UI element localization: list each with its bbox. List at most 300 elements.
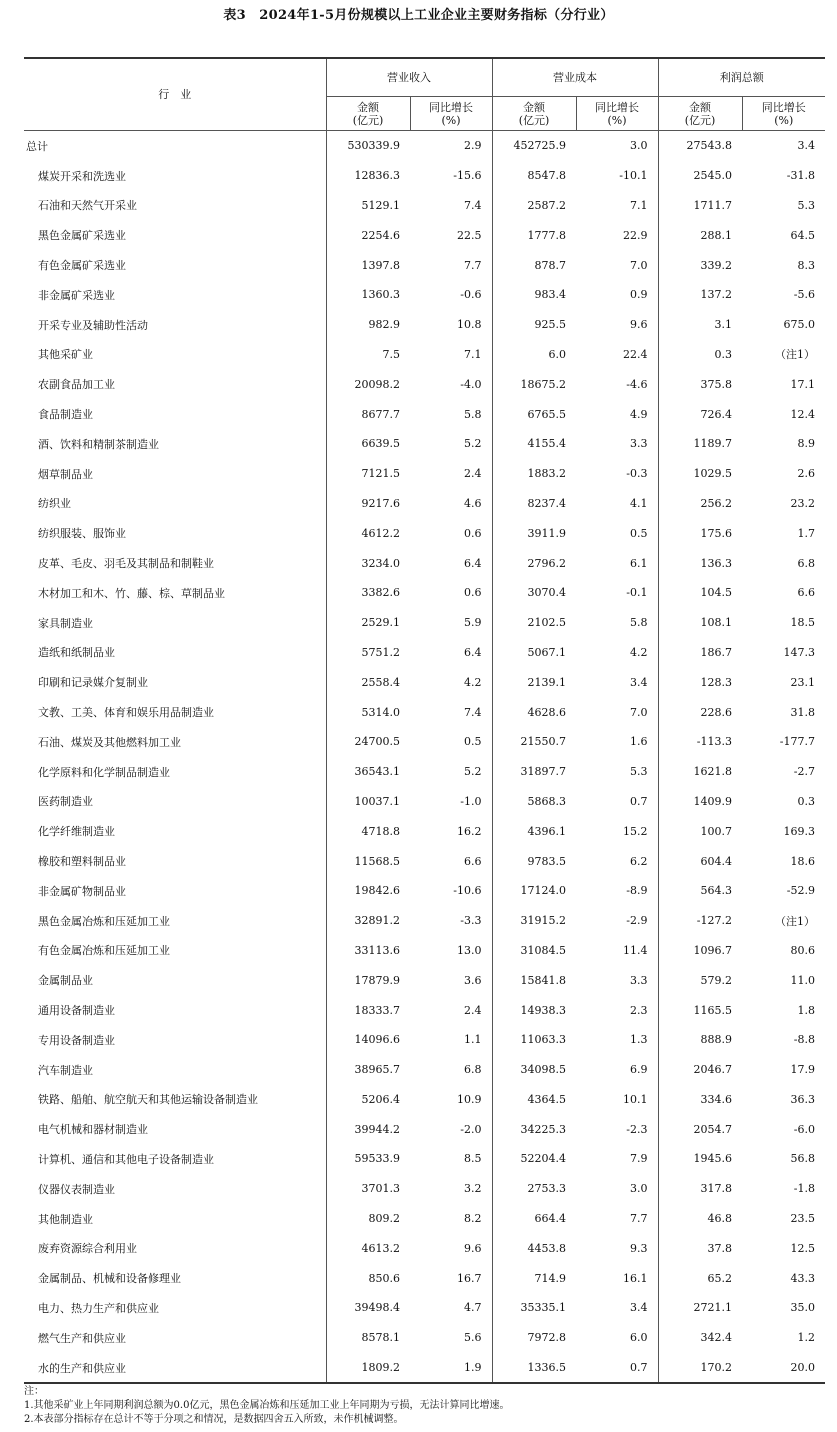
value-cell: 20.0 (790, 1361, 815, 1375)
value-cell: 169.3 (783, 824, 815, 838)
industry-name-cell: 总计 (26, 139, 48, 153)
value-cell: 1397.8 (326, 250, 410, 280)
value-cell: 317.8 (658, 1174, 742, 1204)
value-cell: 888.9 (658, 1025, 742, 1055)
value-cell: 20098.2 (326, 369, 410, 399)
industry-name-cell: 电气机械和器材制造业 (38, 1123, 148, 1137)
notes-label: 注： (24, 1386, 44, 1397)
value-cell: 147.3 (783, 645, 815, 659)
value-cell: 34098.5 (492, 1055, 576, 1085)
table-row (24, 220, 825, 250)
value-cell: 7.4 (464, 705, 482, 719)
value-cell: 5.3 (630, 765, 648, 779)
industry-name-cell: 有色金属冶炼和压延加工业 (38, 944, 170, 958)
value-cell: 5868.3 (492, 787, 576, 817)
industry-name-cell: 印刷和记录媒介复制业 (38, 676, 148, 690)
value-cell: 604.4 (658, 846, 742, 876)
value-cell: -52.9 (786, 884, 815, 898)
value-cell: 982.9 (326, 310, 410, 340)
industry-name-cell: 石油和天然气开采业 (38, 199, 137, 213)
table-row (24, 876, 825, 906)
value-cell: 1777.8 (492, 220, 576, 250)
table-row (24, 131, 825, 161)
value-cell: 14096.6 (326, 1025, 410, 1055)
industry-name-cell: 其他采矿业 (38, 348, 93, 362)
table-row (24, 1085, 825, 1115)
value-cell: 43.3 (790, 1271, 815, 1285)
value-cell: 2046.7 (658, 1055, 742, 1085)
value-cell: 452725.9 (492, 131, 576, 161)
value-cell: 36.3 (790, 1092, 815, 1106)
value-cell: 4.9 (630, 407, 648, 421)
table-row (24, 727, 825, 757)
value-cell: 6639.5 (326, 429, 410, 459)
value-cell: 6.4 (464, 645, 482, 659)
value-cell: 24700.5 (326, 727, 410, 757)
table-row (24, 757, 825, 787)
table-row (24, 1233, 825, 1263)
value-cell: 7.5 (326, 340, 410, 370)
industry-name-cell: 黑色金属冶炼和压延加工业 (38, 914, 170, 928)
table-row (24, 310, 825, 340)
table-row (24, 608, 825, 638)
value-cell: 925.5 (492, 310, 576, 340)
profit-growth-header: 同比增长 (%) (742, 97, 825, 131)
table-row (24, 697, 825, 727)
value-cell: 39498.4 (326, 1293, 410, 1323)
value-cell: 65.2 (658, 1263, 742, 1293)
value-cell: 5206.4 (326, 1085, 410, 1115)
industry-name-cell: 文教、工美、体育和娱乐用品制造业 (38, 706, 214, 720)
value-cell: 6.2 (630, 854, 648, 868)
value-cell: 10.8 (457, 318, 482, 332)
table-row (24, 548, 825, 578)
value-cell: 27543.8 (658, 131, 742, 161)
industry-name-cell: 开采专业及辅助性活动 (38, 318, 148, 332)
value-cell: 3.4 (797, 139, 815, 153)
table-row (24, 1174, 825, 1204)
value-cell: 33113.6 (326, 936, 410, 966)
table-row (24, 667, 825, 697)
revenue-growth-header: 同比增长 (%) (410, 97, 492, 131)
value-cell: 1336.5 (492, 1353, 576, 1384)
value-cell: 3.0 (630, 139, 648, 153)
value-cell: 7.1 (464, 347, 482, 361)
value-cell: 2.9 (464, 139, 482, 153)
value-cell: 16.2 (457, 824, 482, 838)
value-cell: 23.2 (790, 496, 815, 510)
value-cell: 664.4 (492, 1204, 576, 1234)
value-cell: 4613.2 (326, 1233, 410, 1263)
cost-growth-header: 同比增长 (%) (576, 97, 658, 131)
value-cell: 3.3 (630, 973, 648, 987)
value-cell: 3.2 (464, 1182, 482, 1196)
value-cell: 5.8 (464, 407, 482, 421)
value-cell: 256.2 (658, 489, 742, 519)
value-cell: 2545.0 (658, 161, 742, 191)
value-cell: -10.1 (619, 169, 648, 183)
industry-name-cell: 食品制造业 (38, 408, 93, 422)
value-cell: 3234.0 (326, 548, 410, 578)
cost-header: 营业成本 (492, 58, 658, 97)
value-cell: 579.2 (658, 965, 742, 995)
value-cell: 8.9 (797, 437, 815, 451)
value-cell: -2.9 (626, 914, 648, 928)
value-cell: 5129.1 (326, 191, 410, 221)
value-cell: 6.6 (797, 586, 815, 600)
value-cell: 334.6 (658, 1085, 742, 1115)
value-cell: 0.3 (658, 340, 742, 370)
value-cell: 14938.3 (492, 995, 576, 1025)
value-cell: 0.7 (630, 1361, 648, 1375)
value-cell: 15.2 (623, 824, 648, 838)
value-cell: 19842.6 (326, 876, 410, 906)
table-row (24, 787, 825, 817)
value-cell: 3.0 (630, 1182, 648, 1196)
table-row (24, 638, 825, 668)
industry-name-cell: 烟草制品业 (38, 467, 93, 481)
profit-amount-header: 金额 (亿元) (658, 97, 742, 131)
table-row (24, 459, 825, 489)
value-cell: 0.7 (630, 794, 648, 808)
value-cell: 10.1 (623, 1092, 648, 1106)
value-cell: 12.4 (790, 407, 815, 421)
value-cell: 1.1 (464, 1033, 482, 1047)
value-cell: 100.7 (658, 816, 742, 846)
table-row (24, 280, 825, 310)
value-cell: 8677.7 (326, 399, 410, 429)
value-cell: 4628.6 (492, 697, 576, 727)
value-cell: 16.1 (623, 1271, 648, 1285)
table-row (24, 995, 825, 1025)
value-cell: -0.6 (460, 288, 482, 302)
value-cell: 9.6 (464, 1241, 482, 1255)
table-row (24, 1204, 825, 1234)
value-cell: 12836.3 (326, 161, 410, 191)
value-cell: -1.0 (460, 794, 482, 808)
value-cell: 1189.7 (658, 429, 742, 459)
value-cell: 21550.7 (492, 727, 576, 757)
value-cell: -2.0 (460, 1122, 482, 1136)
value-cell: 18333.7 (326, 995, 410, 1025)
table-row (24, 429, 825, 459)
value-cell: 3382.6 (326, 578, 410, 608)
revenue-amount-header: 金额 (亿元) (326, 97, 410, 131)
value-cell: 35335.1 (492, 1293, 576, 1323)
industry-name-cell: 煤炭开采和洗选业 (38, 169, 126, 183)
table-row (24, 369, 825, 399)
value-cell: 6.0 (630, 1331, 648, 1345)
value-cell: 7.0 (630, 705, 648, 719)
value-cell: -177.7 (779, 735, 815, 749)
value-cell: 108.1 (658, 608, 742, 638)
industry-name-cell: 家具制造业 (38, 616, 93, 630)
value-cell: 4718.8 (326, 816, 410, 846)
industry-name-cell: 非金属矿采选业 (38, 288, 115, 302)
value-cell: 10037.1 (326, 787, 410, 817)
value-cell: 1883.2 (492, 459, 576, 489)
value-cell: 3.6 (464, 973, 482, 987)
value-cell: 3.3 (630, 437, 648, 451)
footnotes (24, 1385, 509, 1427)
value-cell: 6.6 (464, 854, 482, 868)
value-cell: 8.5 (464, 1152, 482, 1166)
value-cell: 7.1 (630, 198, 648, 212)
table-row (24, 578, 825, 608)
industry-name-cell: 金属制品、机械和设备修理业 (38, 1272, 181, 1286)
value-cell: 7.9 (630, 1152, 648, 1166)
industry-name-cell: 其他制造业 (38, 1212, 93, 1226)
value-cell: 35.0 (790, 1301, 815, 1315)
value-cell: 186.7 (658, 638, 742, 668)
value-cell: （注1） (775, 914, 815, 928)
value-cell: 1.3 (630, 1033, 648, 1047)
value-cell: 375.8 (658, 369, 742, 399)
value-cell: 36543.1 (326, 757, 410, 787)
value-cell: 9.3 (630, 1241, 648, 1255)
table-row (24, 1263, 825, 1293)
value-cell: 128.3 (658, 667, 742, 697)
value-cell: 228.6 (658, 697, 742, 727)
value-cell: 4396.1 (492, 816, 576, 846)
value-cell: -0.1 (626, 586, 648, 600)
industry-name-cell: 计算机、通信和其他电子设备制造业 (38, 1152, 214, 1166)
value-cell: -113.3 (658, 727, 742, 757)
value-cell: -10.6 (453, 884, 482, 898)
value-cell: 2.6 (797, 467, 815, 481)
industry-name-cell: 专用设备制造业 (38, 1033, 115, 1047)
value-cell: 3701.3 (326, 1174, 410, 1204)
value-cell: -31.8 (786, 169, 815, 183)
value-cell: -4.6 (626, 377, 648, 391)
industry-name-cell: 木材加工和木、竹、藤、棕、草制品业 (38, 586, 225, 600)
value-cell: 7121.5 (326, 459, 410, 489)
value-cell: 64.5 (790, 228, 815, 242)
value-cell: 11063.3 (492, 1025, 576, 1055)
value-cell: 31915.2 (492, 906, 576, 936)
industry-name-cell: 化学纤维制造业 (38, 825, 115, 839)
value-cell: 5067.1 (492, 638, 576, 668)
industry-name-cell: 纺织业 (38, 497, 71, 511)
table-row (24, 161, 825, 191)
industry-name-cell: 医药制造业 (38, 795, 93, 809)
value-cell: 4612.2 (326, 518, 410, 548)
value-cell: 2721.1 (658, 1293, 742, 1323)
value-cell: 52204.4 (492, 1144, 576, 1174)
value-cell: 17879.9 (326, 965, 410, 995)
value-cell: 339.2 (658, 250, 742, 280)
industry-name-cell: 黑色金属矿采选业 (38, 229, 126, 243)
table-row (24, 1114, 825, 1144)
value-cell: 136.3 (658, 548, 742, 578)
table-row (24, 846, 825, 876)
industry-name-cell: 皮革、毛皮、羽毛及其制品和制鞋业 (38, 557, 214, 571)
value-cell: -6.0 (793, 1122, 815, 1136)
value-cell: 0.9 (630, 288, 648, 302)
cost-amount-header: 金额 (亿元) (492, 97, 576, 131)
value-cell: 4155.4 (492, 429, 576, 459)
table-row (24, 1144, 825, 1174)
table-row (24, 816, 825, 846)
value-cell: 11.4 (623, 943, 648, 957)
value-cell: 0.3 (797, 794, 815, 808)
value-cell: 16.7 (457, 1271, 482, 1285)
value-cell: 2254.6 (326, 220, 410, 250)
industry-name-cell: 化学原料和化学制品制造业 (38, 765, 170, 779)
value-cell: 8.3 (797, 258, 815, 272)
value-cell: 1360.3 (326, 280, 410, 310)
value-cell: 15841.8 (492, 965, 576, 995)
value-cell: 1945.6 (658, 1144, 742, 1174)
value-cell: 9783.5 (492, 846, 576, 876)
value-cell: 80.6 (790, 943, 815, 957)
financial-indicators-table (24, 57, 825, 1384)
value-cell: 22.9 (623, 228, 648, 242)
value-cell: 18.5 (790, 616, 815, 630)
value-cell: -8.8 (793, 1033, 815, 1047)
industry-name-cell: 造纸和纸制品业 (38, 646, 115, 660)
value-cell: 3.1 (658, 310, 742, 340)
value-cell: 809.2 (326, 1204, 410, 1234)
value-cell: 1.9 (464, 1361, 482, 1375)
value-cell: 5314.0 (326, 697, 410, 727)
value-cell: 675.0 (783, 318, 815, 332)
industry-name-cell: 汽车制造业 (38, 1063, 93, 1077)
value-cell: 6.9 (630, 1063, 648, 1077)
value-cell: 288.1 (658, 220, 742, 250)
value-cell: 23.1 (790, 675, 815, 689)
value-cell: 4364.5 (492, 1085, 576, 1115)
table-row (24, 399, 825, 429)
value-cell: 6.8 (464, 1063, 482, 1077)
industry-name-cell: 水的生产和供应业 (38, 1361, 126, 1375)
value-cell: 8.2 (464, 1212, 482, 1226)
table-row (24, 906, 825, 936)
industry-name-cell: 通用设备制造业 (38, 1004, 115, 1017)
value-cell: 2558.4 (326, 667, 410, 697)
value-cell: 0.5 (464, 735, 482, 749)
value-cell: 726.4 (658, 399, 742, 429)
value-cell: 31084.5 (492, 936, 576, 966)
value-cell: 8237.4 (492, 489, 576, 519)
value-cell: 4.7 (464, 1301, 482, 1315)
revenue-header: 营业收入 (326, 58, 492, 97)
value-cell: 17.9 (790, 1063, 815, 1077)
table-header (24, 58, 825, 131)
value-cell: 6.0 (492, 340, 576, 370)
table-row (24, 518, 825, 548)
table-row (24, 1055, 825, 1085)
value-cell: 5.8 (630, 616, 648, 630)
industry-name-cell: 农副食品加工业 (38, 378, 115, 392)
value-cell: 104.5 (658, 578, 742, 608)
value-cell: 59533.9 (326, 1144, 410, 1174)
value-cell: 2.3 (630, 1003, 648, 1017)
table-row (24, 936, 825, 966)
value-cell: 2.4 (464, 467, 482, 481)
value-cell: 2529.1 (326, 608, 410, 638)
value-cell: 7.7 (464, 258, 482, 272)
value-cell: 137.2 (658, 280, 742, 310)
value-cell: 2587.2 (492, 191, 576, 221)
table-row (24, 1293, 825, 1323)
value-cell: 32891.2 (326, 906, 410, 936)
value-cell: 6.1 (630, 556, 648, 570)
value-cell: 2.4 (464, 1003, 482, 1017)
value-cell: 17124.0 (492, 876, 576, 906)
value-cell: 1711.7 (658, 191, 742, 221)
profit-header: 利润总额 (658, 58, 825, 97)
industry-name-cell: 石油、煤炭及其他燃料加工业 (38, 735, 181, 749)
value-cell: 3.4 (630, 675, 648, 689)
value-cell: -1.8 (793, 1182, 815, 1196)
value-cell: -2.7 (793, 765, 815, 779)
value-cell: 5.9 (464, 616, 482, 630)
value-cell: 175.6 (658, 518, 742, 548)
value-cell: 17.1 (790, 377, 815, 391)
value-cell: 170.2 (658, 1353, 742, 1384)
value-cell: 0.6 (464, 586, 482, 600)
industry-name-cell: 金属制品业 (38, 974, 93, 988)
value-cell: 5.3 (797, 198, 815, 212)
value-cell: 6.8 (797, 556, 815, 570)
value-cell: 1165.5 (658, 995, 742, 1025)
value-cell: 46.8 (658, 1204, 742, 1234)
value-cell: 5.2 (464, 765, 482, 779)
industry-name-cell: 仪器仪表制造业 (38, 1182, 115, 1196)
value-cell: 1621.8 (658, 757, 742, 787)
industry-name-cell: 橡胶和塑料制品业 (38, 855, 126, 869)
value-cell: 37.8 (658, 1233, 742, 1263)
value-cell: 0.5 (630, 526, 648, 540)
value-cell: 8578.1 (326, 1323, 410, 1353)
value-cell: 34225.3 (492, 1114, 576, 1144)
value-cell: 6765.5 (492, 399, 576, 429)
industry-name-cell: 纺织服装、服饰业 (38, 527, 126, 541)
value-cell: 23.5 (790, 1212, 815, 1226)
value-cell: 2102.5 (492, 608, 576, 638)
value-cell: 56.8 (790, 1152, 815, 1166)
value-cell: 31.8 (790, 705, 815, 719)
value-cell: （注1） (775, 348, 815, 362)
industry-name-cell: 废弃资源综合利用业 (38, 1242, 137, 1256)
value-cell: 5751.2 (326, 638, 410, 668)
value-cell: 38965.7 (326, 1055, 410, 1085)
value-cell: 1.6 (630, 735, 648, 749)
value-cell: -0.3 (626, 467, 648, 481)
industry-name-cell: 酒、饮料和精制茶制造业 (38, 437, 159, 451)
value-cell: 1409.9 (658, 787, 742, 817)
value-cell: -2.3 (626, 1122, 648, 1136)
industry-name-cell: 电力、热力生产和供应业 (38, 1301, 159, 1315)
note-1: 1.其他采矿业上年同期利润总额为0.0亿元，黑色金属冶炼和压延加工业上年同期为亏损，无法计算同比增速。 (24, 1400, 510, 1411)
value-cell: -8.9 (626, 884, 648, 898)
note-2: 2.本表部分指标存在总计不等于分项之和情况，是数据四舍五入所致，未作机械调整。 (24, 1414, 404, 1425)
value-cell: 9217.6 (326, 489, 410, 519)
value-cell: -4.0 (460, 377, 482, 391)
table-row (24, 340, 825, 370)
value-cell: 7.7 (630, 1212, 648, 1226)
value-cell: 5.2 (464, 437, 482, 451)
value-cell: 1809.2 (326, 1353, 410, 1384)
value-cell: 7.0 (630, 258, 648, 272)
value-cell: 11568.5 (326, 846, 410, 876)
value-cell: 7972.8 (492, 1323, 576, 1353)
value-cell: 1096.7 (658, 936, 742, 966)
table-body (24, 131, 825, 1384)
value-cell: 12.5 (790, 1241, 815, 1255)
value-cell: 5.6 (464, 1331, 482, 1345)
